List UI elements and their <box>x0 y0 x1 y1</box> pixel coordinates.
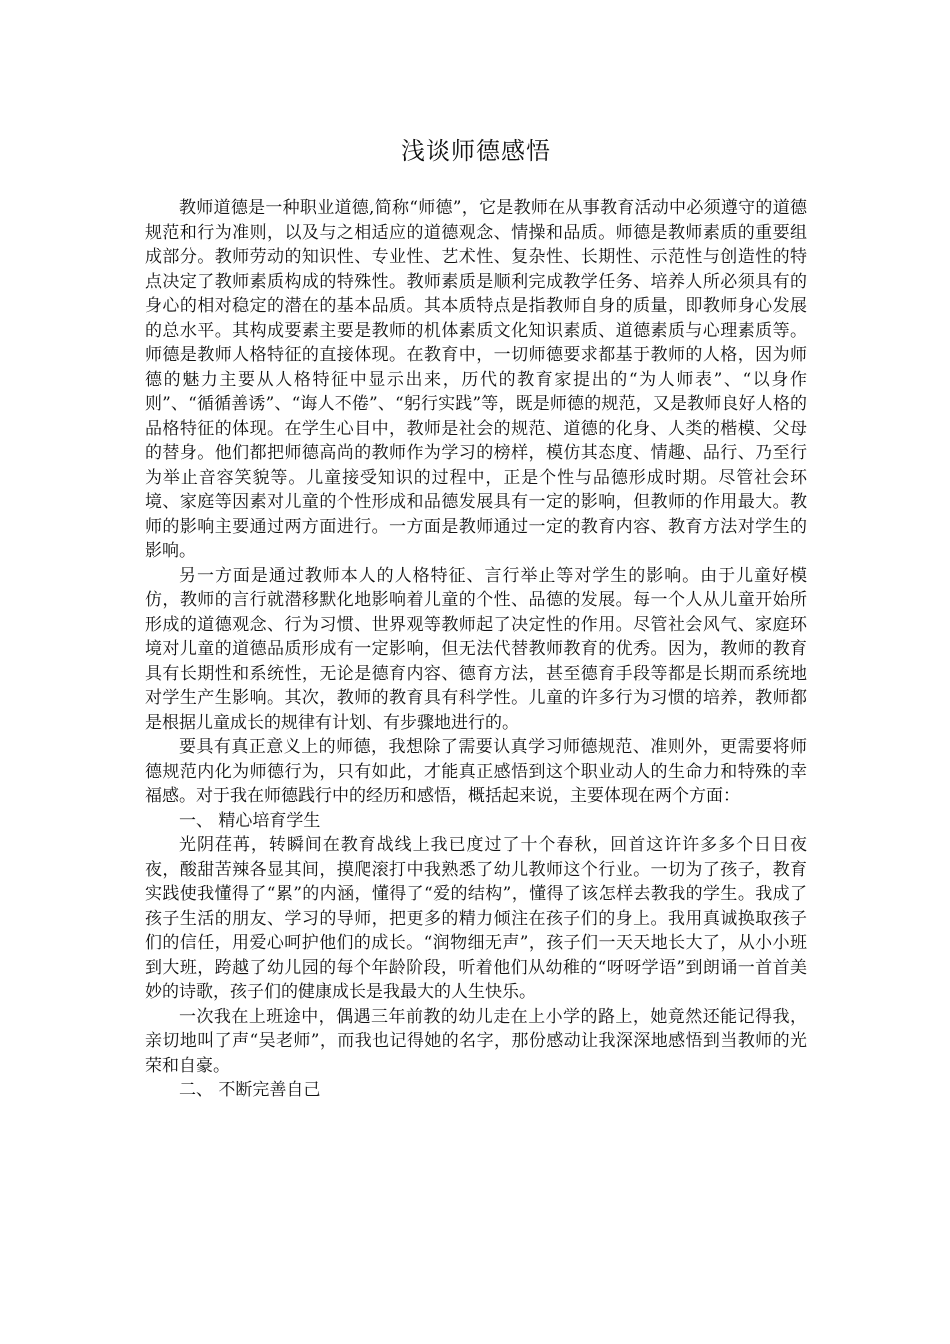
section-heading-1: 一、 精心培育学生 <box>179 810 321 831</box>
paragraph-5: 一次我在上班途中，偶遇三年前教的幼儿走在上小学的路上，她竟然还能记得我，亲切地叫了声“吴老师”，而我也记得她的名字，那份感动让我深深地感悟到当教师的光荣和自豪。 <box>145 1006 807 1076</box>
document-title: 浅谈师德感悟 <box>401 137 551 165</box>
paragraph-4: 光阴荏苒，转瞬间在教育战线上我已度过了十个春秋，回首这许许多多个日日夜夜，酸甜苦辣各显其间，摸爬滚打中我熟悉了幼儿教师这个行业。一切为了孩子，教育实践使我懂得了“累”的内涵，懂得了“爱的结构”，懂得了该怎样去教我的学生。我成了孩子生活的朋友、学习的导师，把更多的精力倾注在孩子们的身上。我用真诚换取孩子们的信任，用爱心呵护他们的成长。“润物细无声”，孩子们一天天地长大了，从小小班到大班，跨越了幼儿园的每个年龄阶段，听着他们从幼稚的“呀呀学语”到朗诵一首首美妙的诗歌，孩子们的健康成长是我最大的人生快乐。 <box>145 835 807 1002</box>
paragraph-2: 另一方面是通过教师本人的人格特征、言行举止等对学生的影响。由于儿童好模仿，教师的言行就潜移默化地影响着儿童的个性、品德的发展。每一个人从儿童开始所形成的道德观念、行为习惯、世界观等教师起了决定性的作用。尽管社会风气、家庭环境对儿童的道德品质形成有一定影响，但无法代替教师教育的优秀。因为，教师的教育具有长期性和系统性，无论是德育内容、德育方法，甚至德育手段等都是长期而系统地对学生产生影响。其次，教师的教育具有科学性。儿童的许多行为习惯的培养，教师都是根据儿童成长的规律有计划、有步骤地进行的。 <box>145 565 807 733</box>
document-page <box>145 128 807 1103</box>
paragraph-1: 教师道德是一种职业道德,简称“师德”，它是教师在从事教育活动中必须遵守的道德规范和行为准则，以及与之相适应的道德观念、情操和品质。师德是教师素质的重要组成部分。教师劳动的知识性、专业性、艺术性、复杂性、长期性、示范性与创造性的特点决定了教师素质构成的特殊性。教师素质是顺利完成教学任务、培养人所必须具有的身心的相对稳定的潜在的基本品质。其本质特点是指教师自身的质量，即教师身心发展的总水平。其构成要素主要是教师的机体素质文化知识素质、道德素质与心理素质等。师德是教师人格特征的直接体现。在教育中，一切师德要求都基于教师的人格，因为师德的魅力主要从人格特征中显示出来，历代的教育家提出的“为人师表”、“以身作则”、“循循善诱”、“诲人不倦”、“躬行实践”等，既是师德的规范，又是教师良好人格的品格特征的体现。在学生心目中，教师是社会的规范、道德的化身、人类的楷模、父母的替身。他们都把师德高尚的教师作为学习的榜样，模仿其态度、情趣、品行、乃至行为举止音容笑貌等。儿童接受知识的过程中，正是个性与品德形成时期。尽管社会环境、家庭等因素对儿童的个性形成和品德发展具有一定的影响，但教师的作用最大。教师的影响主要通过两方面进行。一方面是教师通过一定的教育内容、教育方法对学生的影响。 <box>145 198 807 561</box>
paragraph-3: 要具有真正意义上的师德，我想除了需要认真学习师德规范、准则外，更需要将师德规范内化为师德行为，只有如此，才能真正感悟到这个职业动人的生命力和特殊的幸福感。对于我在师德践行中的经历和感悟，概括起来说，主要体现在两个方面： <box>145 737 807 806</box>
section-heading-2: 二、 不断完善自己 <box>179 1080 321 1100</box>
